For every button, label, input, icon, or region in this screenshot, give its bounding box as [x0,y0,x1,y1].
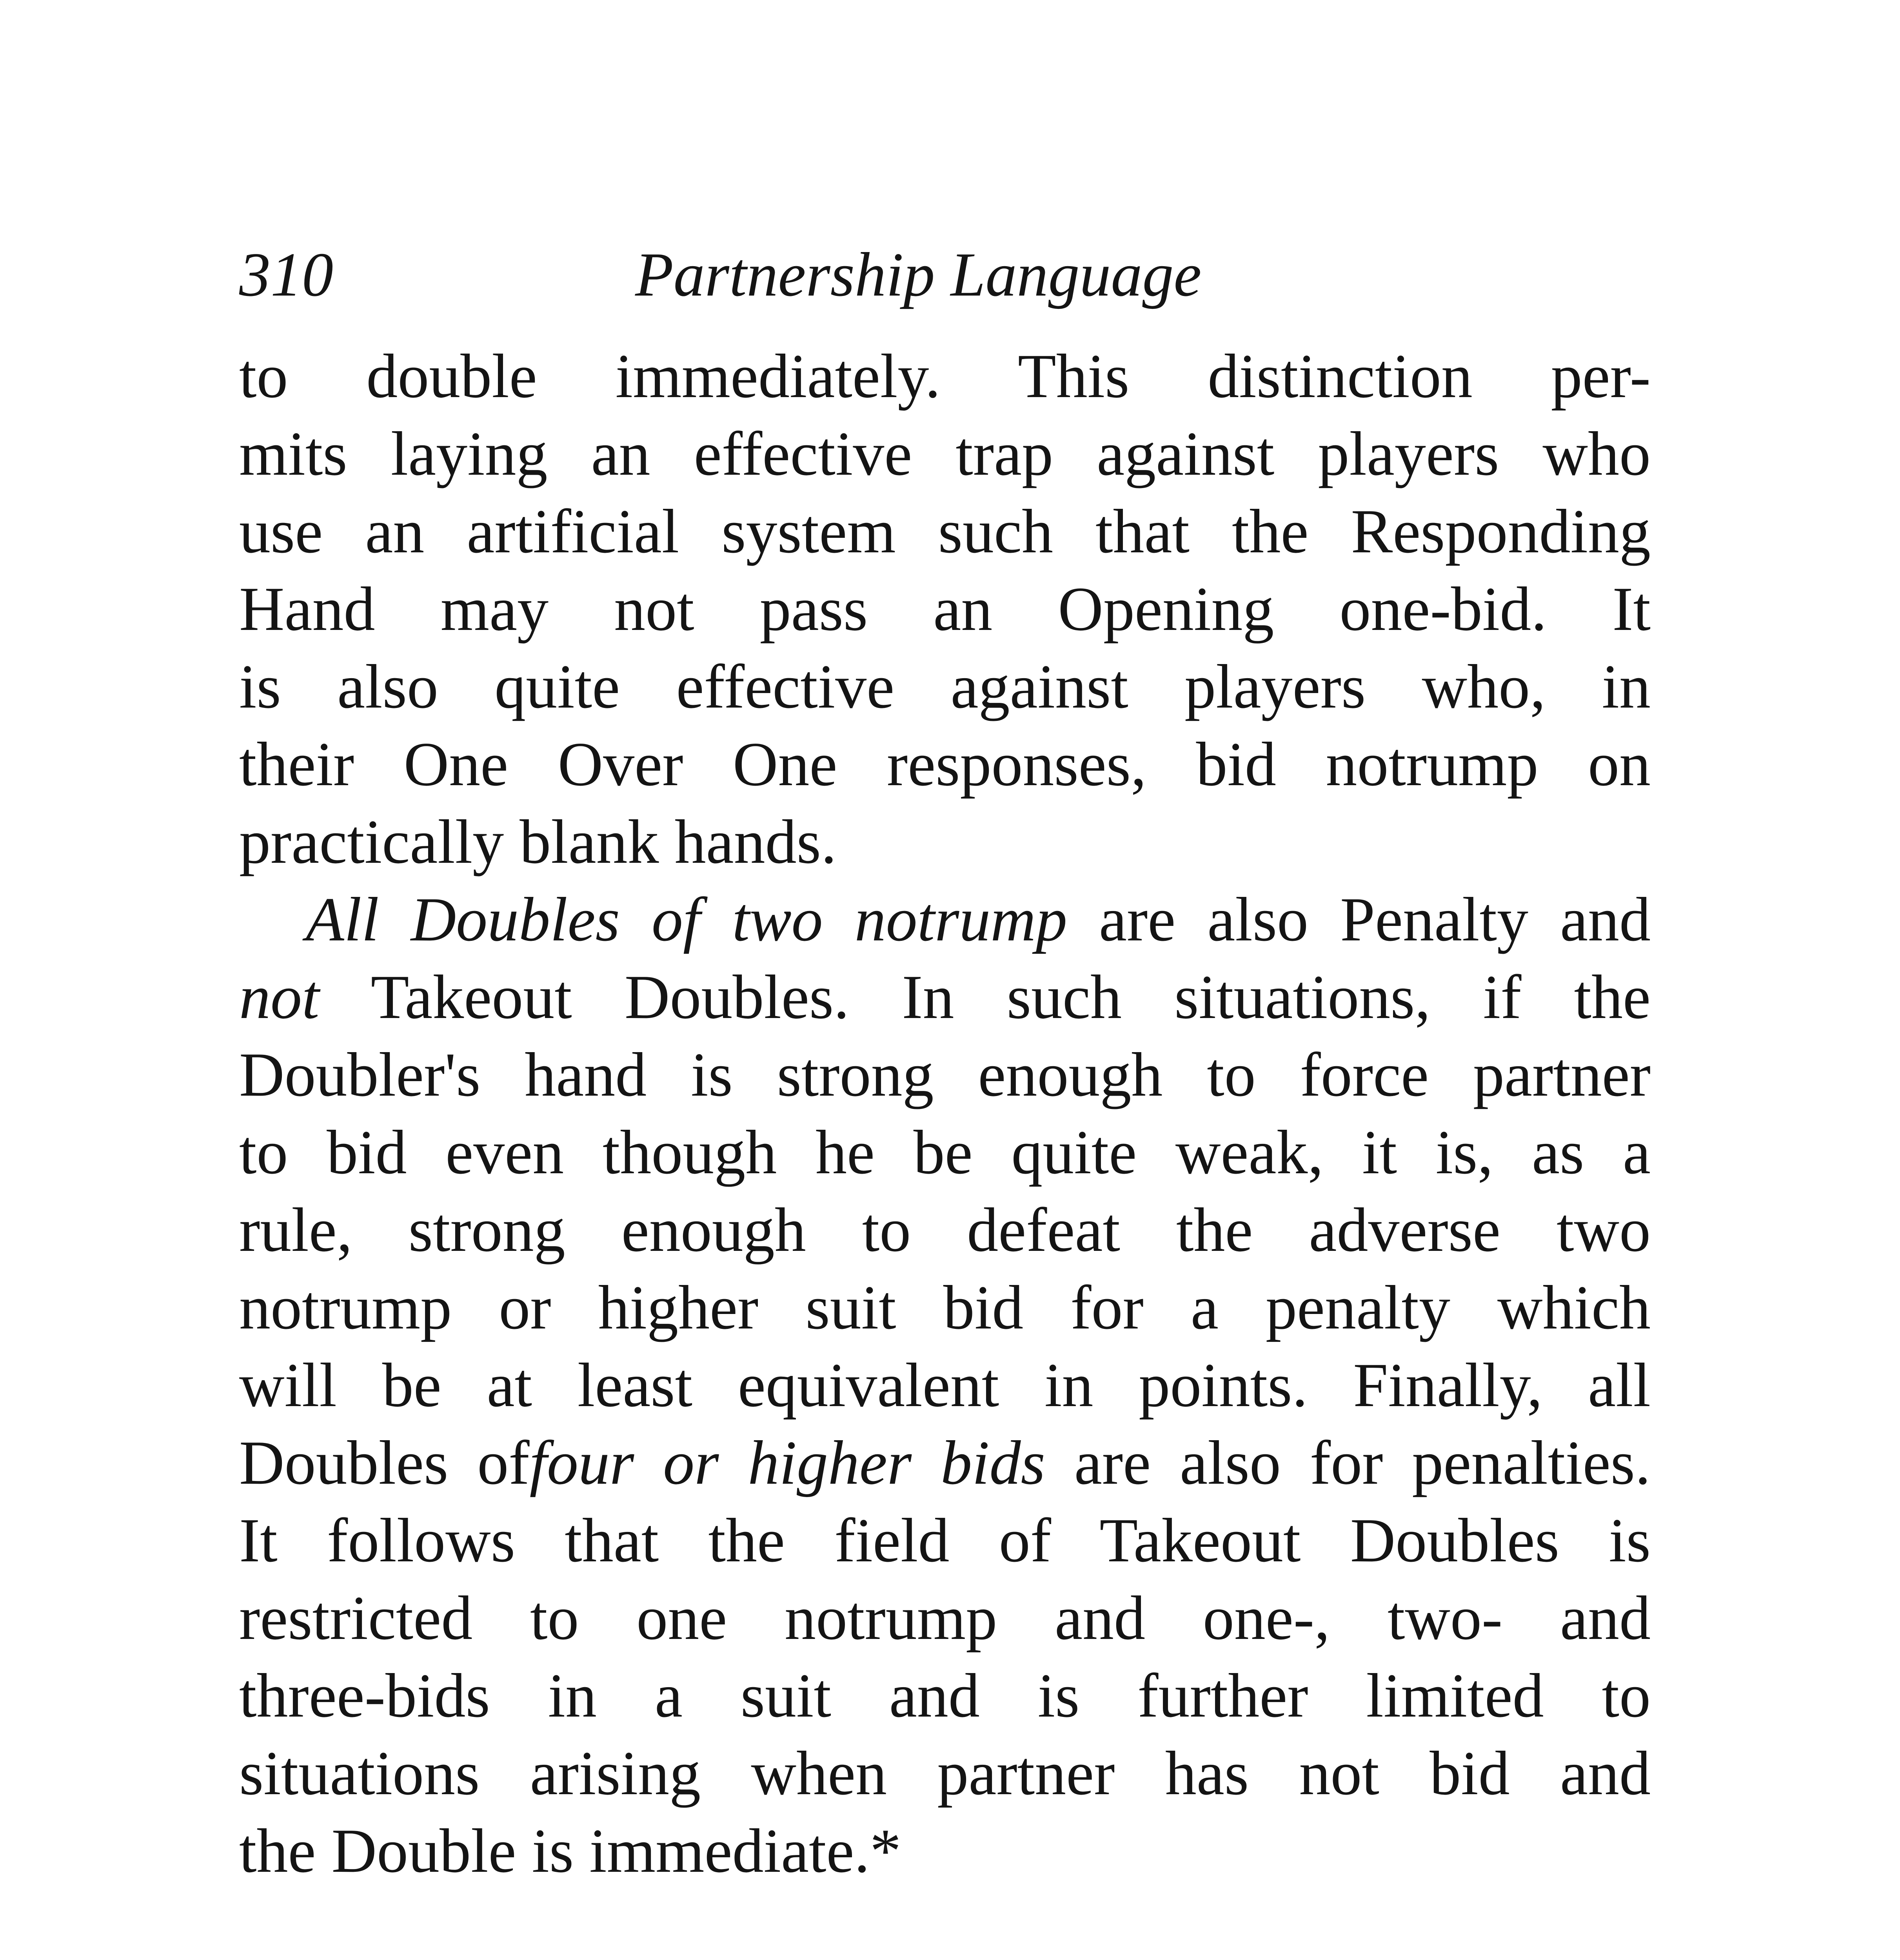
italic-phrase: not [239,962,320,1032]
italic-phrase: All Doubles of two notrump [306,884,1067,954]
running-head [239,231,1651,318]
text-line: situations arising when partner has not bid and [239,1738,1651,1808]
text-line: mits laying an effective trap against players who [239,419,1651,488]
text-line: the Double is immediate.* [239,1816,901,1886]
text-line: notrump or higher suit bid for a penalty which [239,1272,1651,1342]
text-line: will be at least equivalent in points. Finally, all [239,1350,1651,1420]
text-line [239,958,1651,1036]
text-span: are also Penalty and [1067,884,1651,954]
text-line: is also quite effective against players who, in [239,652,1651,721]
page-number: 310 [239,240,333,309]
text-line: Doubler's hand is strong enough to force partner [239,1040,1651,1109]
text-line [239,880,1651,958]
text-line: to double immediately. This distinction per- [239,341,1651,411]
text-line: their One Over One responses, bid notrump on [239,729,1651,799]
text-span: are also for penalties. [1045,1428,1651,1497]
running-title: Partnership Language [635,240,1202,309]
text-line: three-bids in a suit and is further limited to [239,1661,1651,1730]
text-line: restricted to one notrump and one-, two- and [239,1583,1651,1653]
text-line: practically blank hands. [239,807,837,877]
text-line [239,1424,1651,1501]
text-line: rule, strong enough to defeat the adverse two [239,1195,1651,1265]
body-text [239,337,1651,1889]
text-span: Takeout Doubles. In such situations, if the [319,962,1651,1032]
text-line: to bid even though he be quite weak, it is, as a [239,1117,1651,1187]
text-line: Hand may not pass an Opening one-bid. It [239,574,1651,644]
italic-phrase: four or higher bids [529,1428,1045,1497]
text-line: use an artificial system such that the Responding [239,496,1651,566]
text-line: It follows that the field of Takeout Doubles is [239,1505,1651,1575]
text-span: Doubles of [239,1428,530,1497]
